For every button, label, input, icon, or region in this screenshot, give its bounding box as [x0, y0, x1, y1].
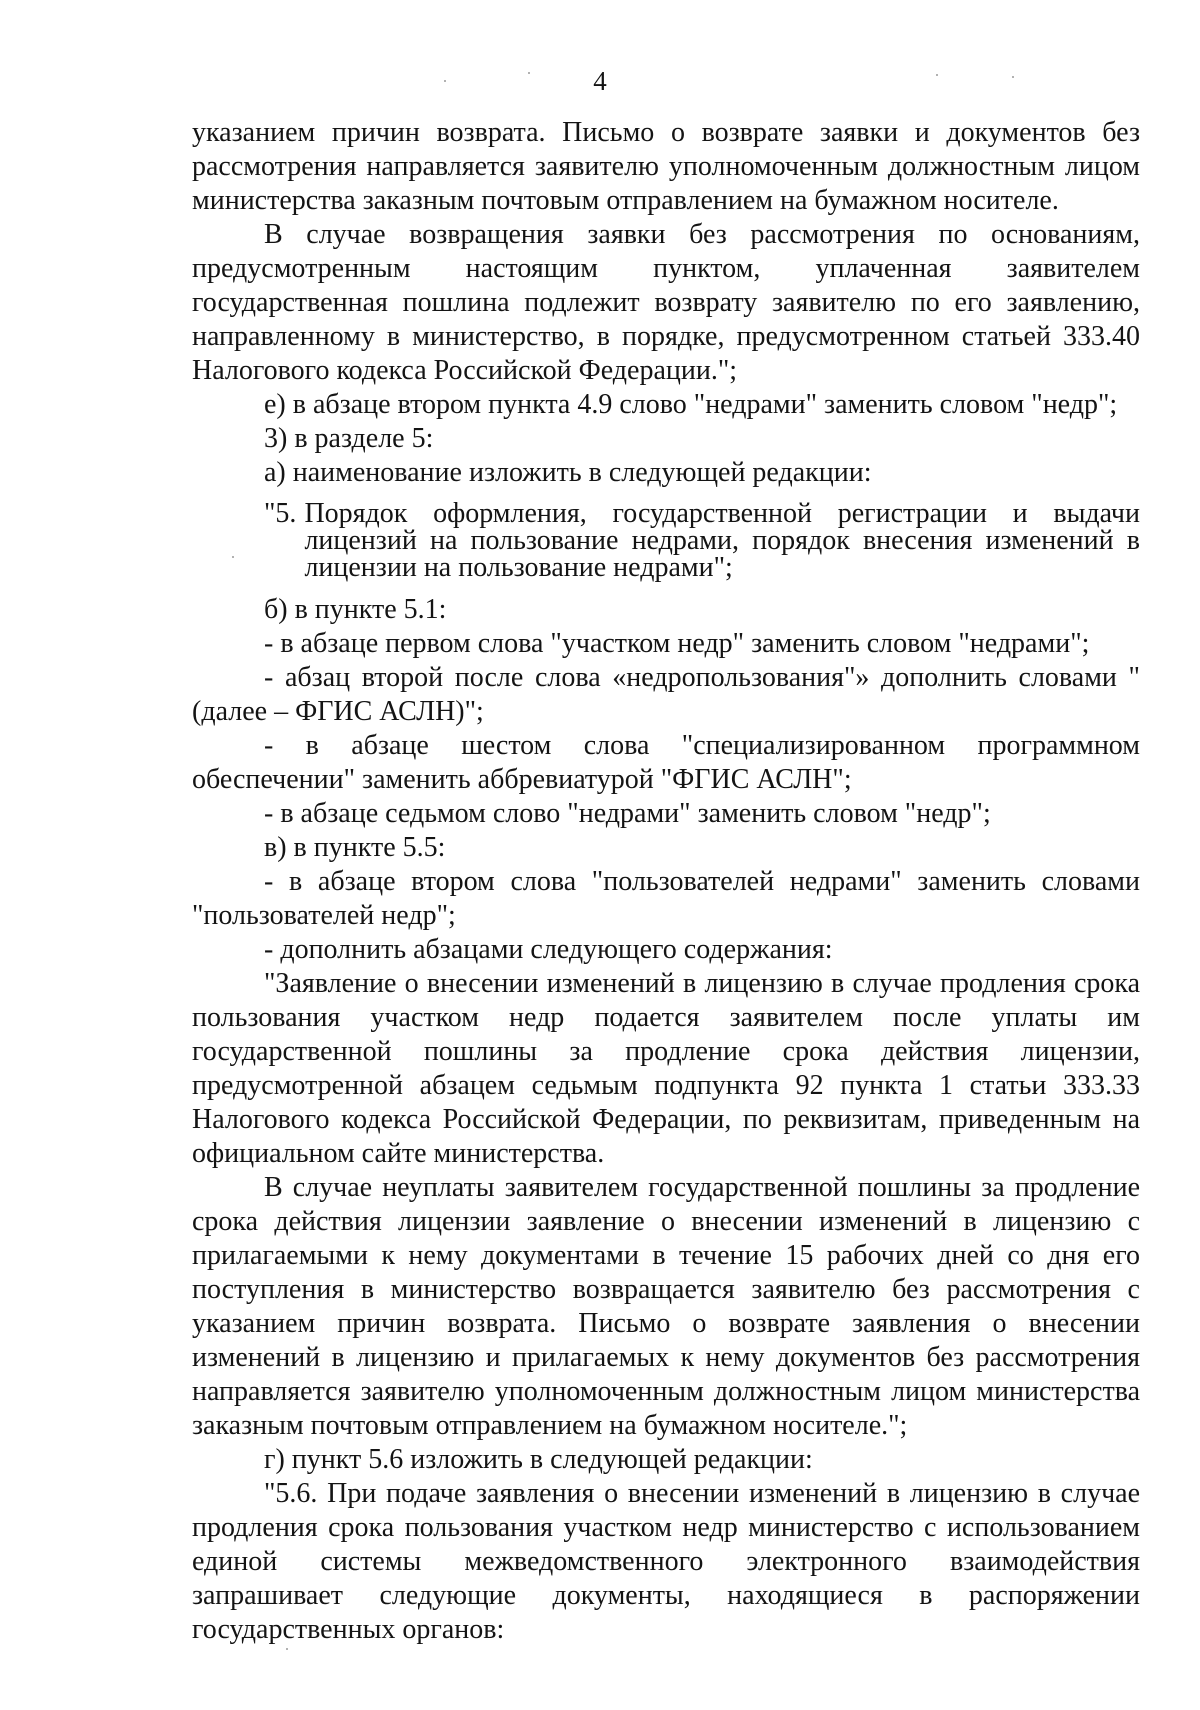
paragraph-2: В случае возвращения заявки без рассмотрения по основаниям, предусмотренным настоящим пунктом, уплаченная заявителем государственная пошлина подлежит возврату заявителю по его заявлению, направленному в министерство, в порядке, предусмотренном статьей 333.40 Налогового кодекса Российской Федерации."; — [192, 219, 1140, 386]
paragraph-16: г) пункт 5.6 изложить в следующей редакции: — [264, 1444, 813, 1475]
section-heading-number: "5. — [264, 498, 297, 529]
paragraph-5: а) наименование изложить в следующей редакции: — [264, 457, 872, 488]
paragraph-1: указанием причин возврата. Письмо о возврате заявки и документов без рассмотрения направляется заявителю уполномоченным должностным лицом министерства заказным почтовым отправлением на бумажном носителе. — [192, 117, 1140, 216]
paragraph-17: "5.6. При подаче заявления о внесении изменений в лицензию в случае продления срока пользования участком недр министерство с использованием единой системы межведомственного электронного взаимодействия запрашивает следующие документы, находящиеся в распоряжении государственных органов: — [192, 1478, 1140, 1645]
page-number: 4 — [593, 66, 607, 96]
document-body — [192, 116, 1140, 1647]
paragraph-3: е) в абзаце втором пункта 4.9 слово "недрами" заменить словом "недр"; — [264, 389, 1118, 420]
paragraph-9: - в абзаце шестом слова "специализированном программном обеспечении" заменить аббревиатурой "ФГИС АСЛН"; — [192, 730, 1140, 795]
paragraph-10: - в абзаце седьмом слово "недрами" заменить словом "недр"; — [264, 798, 991, 829]
section-heading-text: Порядок оформления, государственной регистрации и выдачи лицензий на пользование недрами, порядок внесения изменений в лицензии на пользование недрами"; — [304, 498, 1140, 583]
scan-speck — [1012, 76, 1014, 78]
paragraph-6: б) в пункте 5.1: — [264, 594, 447, 625]
paragraph-7: - в абзаце первом слова "участком недр" заменить словом "недрами"; — [264, 628, 1090, 659]
paragraph-13: - дополнить абзацами следующего содержания: — [264, 934, 833, 965]
scan-speck — [232, 556, 234, 558]
paragraph-15: В случае неуплаты заявителем государственной пошлины за продление срока действия лицензии заявление о внесении изменений в лицензию с прилагаемыми к нему документами в течение 15 рабочих дней со дня его поступления в министерство возвращается заявителю без рассмотрения с указанием причин возврата. Письмо о возврате заявления о внесении изменений в лицензию и прилагаемых к нему документов без рассмотрения направляется заявителю уполномоченным должностным лицом министерства заказным почтовым отправлением на бумажном носителе."; — [192, 1172, 1140, 1441]
section-heading — [264, 500, 1140, 581]
paragraph-11: в) в пункте 5.5: — [264, 832, 446, 863]
paragraph-12: - в абзаце втором слова "пользователей недрами" заменить словами "пользователей недр"; — [192, 866, 1140, 931]
paragraph-4: 3) в разделе 5: — [264, 423, 434, 454]
scan-speck — [444, 80, 446, 82]
scan-speck — [528, 72, 530, 74]
paragraph-14: "Заявление о внесении изменений в лицензию в случае продления срока пользования участком недр подается заявителем после уплаты им государственной пошлины за продление срока действия лицензии, предусмотренной абзацем седьмым подпункта 92 пункта 1 статьи 333.33 Налогового кодекса Российской Федерации, по реквизитам, приведенным на официальном сайте министерства. — [192, 968, 1140, 1169]
scan-speck — [936, 74, 938, 76]
scan-speck — [286, 1648, 288, 1650]
paragraph-8: - абзац второй после слова «недропользования"» дополнить словами "(далее – ФГИС АСЛН)"; — [192, 662, 1140, 727]
